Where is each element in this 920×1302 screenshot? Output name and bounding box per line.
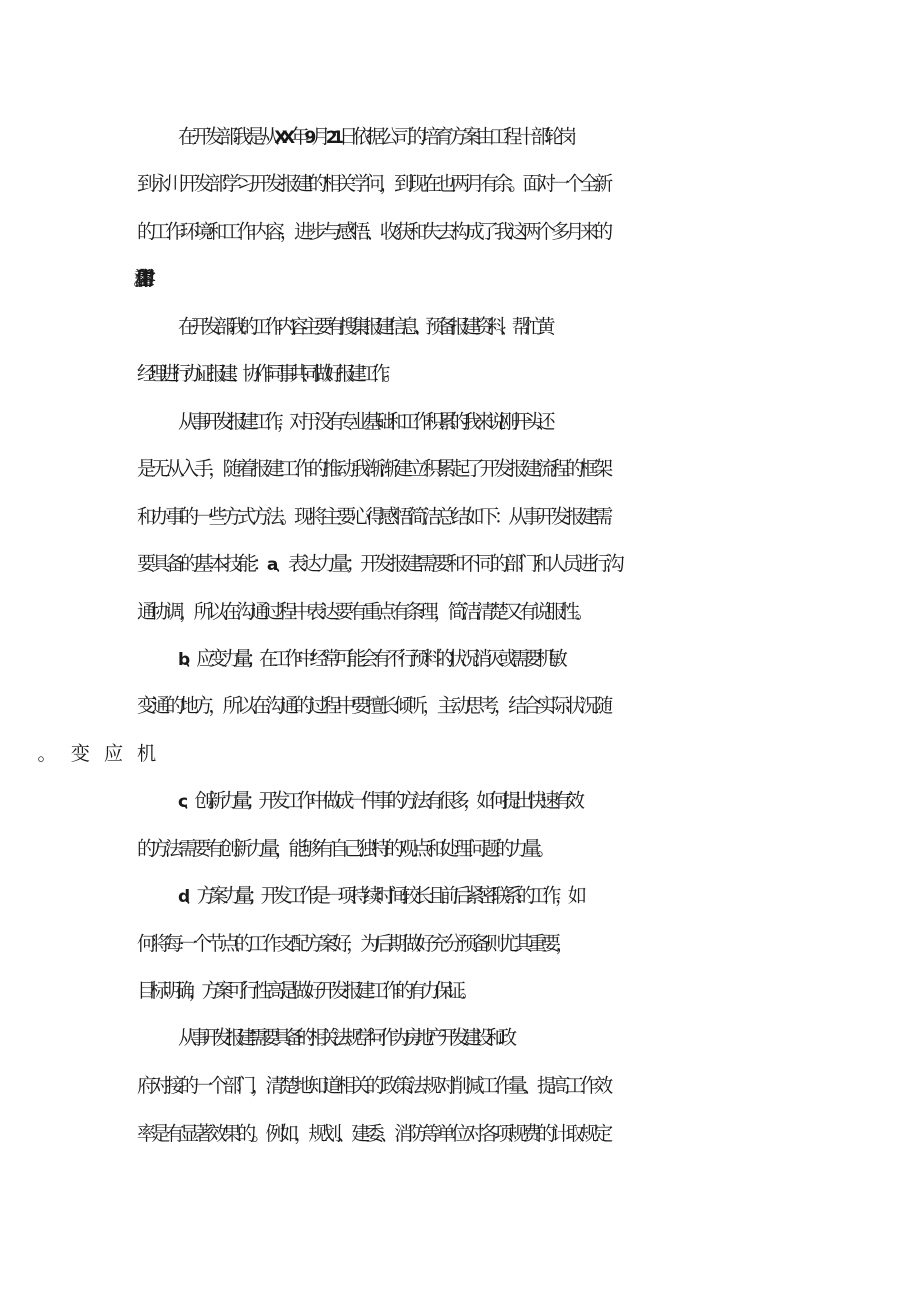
bold-run: 9 bbox=[304, 128, 311, 148]
text-line bbox=[137, 356, 920, 392]
text-run: 经理进行办证报建、协作同事共同做好报建工作。 bbox=[137, 362, 395, 385]
bold-run: a bbox=[266, 555, 274, 575]
text-line bbox=[178, 878, 920, 914]
bold-run: 21 bbox=[325, 128, 339, 148]
text-run: 日依据公司的培育方案由工程十部轮岗 bbox=[338, 125, 572, 148]
text-line bbox=[137, 973, 920, 1009]
text-line bbox=[137, 594, 920, 630]
bold-run: c bbox=[178, 792, 182, 812]
text-run: 在开发部我是从 bbox=[178, 125, 275, 148]
bold-run: b bbox=[178, 650, 184, 670]
text-run: 从事开发报建工作，对于没有专业基础和工作积累的我来说刚开头还 bbox=[178, 410, 549, 433]
bold-run: d bbox=[178, 887, 184, 907]
text-line bbox=[137, 1068, 920, 1104]
text-line bbox=[137, 1116, 920, 1152]
text-line bbox=[137, 166, 920, 202]
text-run: 和办事的一些方式方法。现将主要心得感悟简洁总结如下：从事开发报建需 bbox=[137, 505, 609, 528]
text-run: 、应变力量；在工作中经常可能会有不行预料的状况消灭或需要机敏 bbox=[183, 647, 562, 670]
text-line bbox=[137, 736, 920, 772]
text-run: 、表达力量；开发报建需要和不同的部门和人员进行沟 bbox=[273, 552, 620, 575]
text-run: 到永川开发部学习开发报建的相关学问，到现在也两月有余。面对一个全新 bbox=[137, 172, 609, 195]
text-line bbox=[137, 546, 920, 582]
text-run: 通协调，所以在沟通过程中表达要有重点有条理，简洁清楚又有说服性。 bbox=[137, 600, 589, 623]
text-run: 目标明确，方案可行性高是做好开发报建工作的有力保证。 bbox=[137, 979, 473, 1002]
text-line bbox=[178, 404, 920, 440]
bold-run: XX bbox=[274, 128, 290, 148]
text-line bbox=[178, 783, 920, 819]
text-run: 府对接的一个部门，清楚地知道相关的政策法规对削减工作量、提高工作效 bbox=[137, 1074, 609, 1097]
text-line bbox=[178, 309, 920, 345]
text-run: 从事开发报建需要具备的相关法规学问作为房地产开发建设和政 bbox=[178, 1026, 510, 1049]
text-line bbox=[178, 119, 920, 155]
text-run: 、创新力量；开发工作中做成一件事的方法有很多，如何提出快速有效 bbox=[181, 789, 579, 812]
text-line bbox=[178, 641, 920, 677]
text-run: 率是有显著效果的。例如，规划、建委、消防等单位对各项规费的计取规定 bbox=[137, 1122, 609, 1145]
text-run: 是无从入手，随着报建工作的推动我渐渐建立积累起了开发报建流程的框架 bbox=[137, 457, 609, 480]
text-line bbox=[137, 499, 920, 535]
text-run: 在开发部我的工作内容主要有搜集报建信息、预备报建资料、帮忙黄 bbox=[178, 315, 549, 338]
text-line bbox=[137, 688, 920, 724]
text-line bbox=[137, 451, 920, 487]
text-run: 年 bbox=[289, 125, 305, 148]
text-run: 的工作环境和工作内容，进步与感悟、收获和失去构成了我这两个多月来的 bbox=[137, 220, 609, 243]
text-run: 月 bbox=[310, 125, 326, 148]
text-line bbox=[137, 831, 920, 867]
text-run: 要具备的基本技能： bbox=[137, 552, 267, 575]
text-run: 、方案力量；开发工作是一项持续时间较长且前后紧密联系的工作，如 bbox=[183, 884, 581, 907]
text-line bbox=[137, 926, 920, 962]
text-run: 变通的地方，所以在沟通的过程中要擅长倾听，主动思考，结合实际状况随 bbox=[137, 694, 609, 717]
text-line bbox=[137, 214, 920, 250]
text-line bbox=[137, 261, 920, 297]
text-line bbox=[178, 1020, 920, 1056]
text-run: 的方法需要有创新力量，能够有自己独特的观点和处理问题的力量。 bbox=[137, 837, 551, 860]
text-run: 何将每一个节点的工作支配方案好，为后期做好充分预备则尤其重要， bbox=[137, 932, 570, 955]
